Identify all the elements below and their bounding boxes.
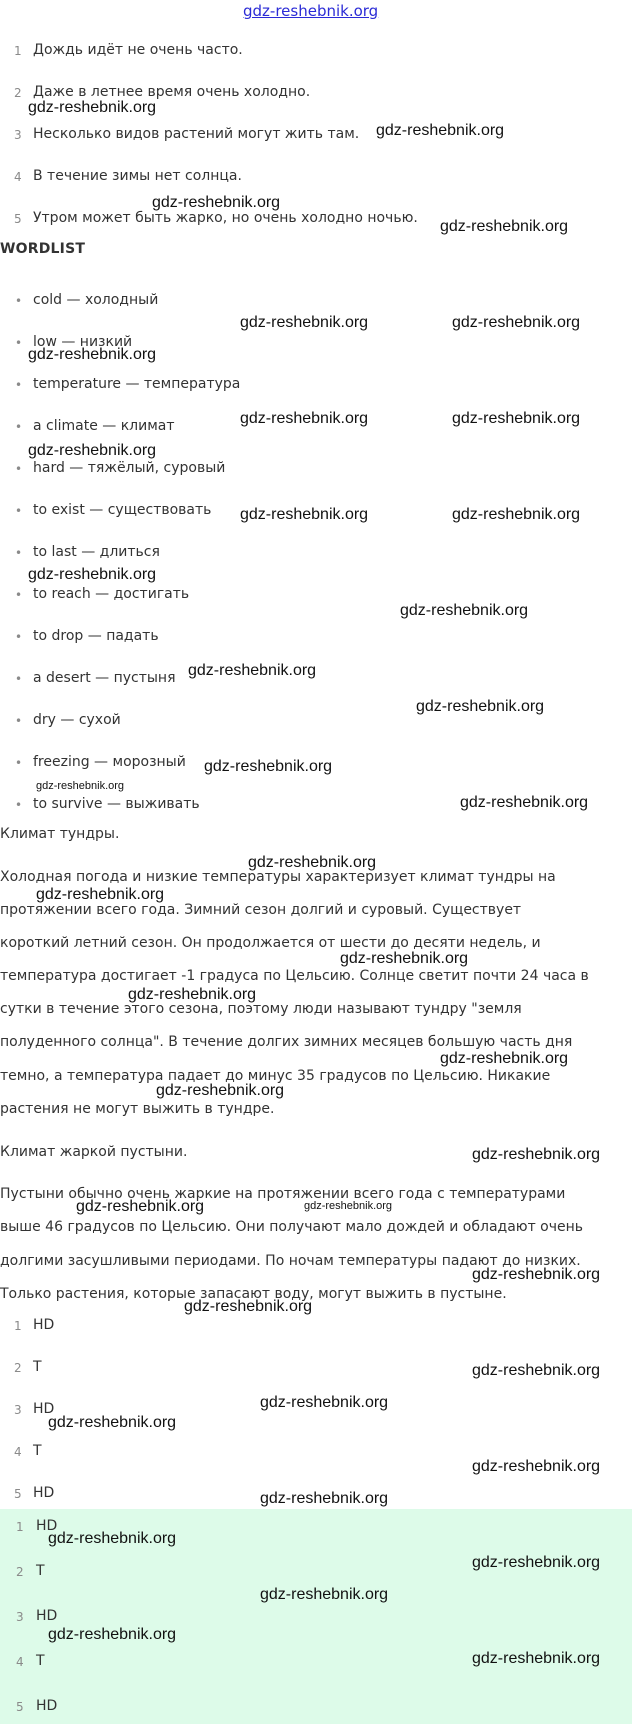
wordlist-item: to reach — достигать — [33, 586, 190, 602]
answer-number: 1 — [14, 44, 22, 58]
bullet: • — [15, 588, 23, 602]
watermark: gdz-reshebnik.org — [416, 698, 545, 715]
bullet: • — [15, 798, 23, 812]
wordlist-item: cold — холодный — [33, 292, 159, 308]
wordlist-item: to drop — падать — [33, 628, 159, 644]
watermark: gdz-reshebnik.org — [260, 1490, 389, 1507]
watermark: gdz-reshebnik.org — [152, 194, 281, 211]
site-link[interactable]: gdz-reshebnik.org — [243, 2, 379, 20]
answer-text: T — [33, 1359, 42, 1375]
watermark: gdz-reshebnik.org — [48, 1414, 177, 1431]
answer-number: 1 — [14, 1319, 22, 1333]
paragraph-line: Только растения, которые запасают воду, могут выжить в пустыне. — [0, 1286, 507, 1302]
bullet: • — [15, 672, 23, 686]
paragraph-line: короткий летний сезон. Он продолжается от шести до десяти недель, и — [0, 935, 541, 951]
watermark: gdz-reshebnik.org — [36, 886, 165, 903]
watermark: gdz-reshebnik.org — [76, 1198, 205, 1215]
watermark: gdz-reshebnik.org — [340, 950, 469, 967]
watermark: gdz-reshebnik.org — [28, 566, 157, 583]
answer-text: T — [36, 1653, 45, 1669]
wordlist-item: a climate — климат — [33, 418, 175, 434]
watermark: gdz-reshebnik.org — [452, 506, 581, 523]
answer-number: 5 — [14, 1487, 22, 1501]
paragraph-line: долгими засушливыми периодами. По ночам температуры падают до низких. — [0, 1253, 581, 1269]
answer-number: 3 — [16, 1610, 24, 1624]
wordlist-item: to exist — существовать — [33, 502, 212, 518]
answer-text: Дождь идёт не очень часто. — [33, 42, 243, 58]
paragraph-line: выше 46 градусов по Цельсию. Они получают мало дождей и обладают очень — [0, 1219, 584, 1235]
watermark: gdz-reshebnik.org — [472, 1362, 601, 1379]
desert-title: Климат жаркой пустыни. — [0, 1144, 188, 1160]
answer-number: 5 — [16, 1700, 24, 1714]
answer-number: 2 — [16, 1565, 24, 1579]
bullet: • — [15, 378, 23, 392]
watermark: gdz-reshebnik.org — [156, 1082, 285, 1099]
tundra-title: Климат тундры. — [0, 826, 120, 842]
answer-number: 4 — [14, 170, 22, 184]
answer-text: T — [36, 1563, 45, 1579]
paragraph-line: Холодная погода и низкие температуры характеризует климат тундры на — [0, 869, 556, 885]
bullet: • — [15, 420, 23, 434]
bullet: • — [15, 630, 23, 644]
paragraph-line: полуденного солнца". В течение долгих зимних месяцев большую часть дня — [0, 1034, 573, 1050]
wordlist-item: to survive — выживать — [33, 796, 200, 812]
answer-number: 4 — [14, 1445, 22, 1459]
watermark: gdz-reshebnik.org — [440, 1050, 569, 1067]
paragraph-line: темно, а температура падает до минус 35 градусов по Цельсию. Никакие — [0, 1068, 551, 1084]
bullet: • — [15, 756, 23, 770]
answer-number: 1 — [16, 1520, 24, 1534]
watermark: gdz-reshebnik.org — [240, 506, 369, 523]
watermark: gdz-reshebnik.org — [48, 1626, 177, 1643]
watermark: gdz-reshebnik.org — [472, 1266, 601, 1283]
answer-text: HD — [36, 1698, 58, 1714]
wordlist-item: low — низкий — [33, 334, 133, 350]
watermark: gdz-reshebnik.org — [260, 1394, 389, 1411]
watermark: gdz-reshebnik.org — [440, 218, 569, 235]
watermark: gdz-reshebnik.org — [28, 99, 157, 116]
watermark: gdz-reshebnik.org — [28, 346, 157, 363]
answer-text: T — [33, 1443, 42, 1459]
watermark: gdz-reshebnik.org — [472, 1458, 601, 1475]
watermark: gdz-reshebnik.org — [28, 442, 157, 459]
wordlist-item: hard — тяжёлый, суровый — [33, 460, 226, 476]
watermark: gdz-reshebnik.org — [240, 314, 369, 331]
answer-text: Даже в летнее время очень холодно. — [33, 84, 311, 100]
answer-text: HD — [33, 1317, 55, 1333]
wordlist-item: dry — сухой — [33, 712, 121, 728]
watermark: gdz-reshebnik.org — [128, 986, 257, 1003]
wordlist-item: freezing — морозный — [33, 754, 186, 770]
paragraph-line: Пустыни обычно очень жаркие на протяжении всего года с температурами — [0, 1186, 566, 1202]
bullet: • — [15, 294, 23, 308]
bullet: • — [15, 336, 23, 350]
watermark: gdz-reshebnik.org — [452, 410, 581, 427]
watermark: gdz-reshebnik.org — [472, 1650, 601, 1667]
paragraph-line: растения не могут выжить в тундре. — [0, 1101, 275, 1117]
watermark: gdz-reshebnik.org — [400, 602, 529, 619]
paragraph-line: температура достигает -1 градуса по Цельсию. Солнце светит почти 24 часа в — [0, 968, 589, 984]
answer-text: В течение зимы нет солнца. — [33, 168, 242, 184]
wordlist-title: WORDLIST — [0, 241, 86, 257]
watermark: gdz-reshebnik.org — [248, 854, 377, 871]
bullet: • — [15, 714, 23, 728]
watermark: gdz-reshebnik.org — [260, 1586, 389, 1603]
wordlist-item: to last — длиться — [33, 544, 160, 560]
answer-number: 3 — [14, 128, 22, 142]
paragraph-line: сутки в течение этого сезона, поэтому люди называют тундру "земля — [0, 1001, 522, 1017]
bullet: • — [15, 546, 23, 560]
watermark: gdz-reshebnik.org — [304, 1200, 393, 1212]
bullet: • — [15, 504, 23, 518]
answer-number: 4 — [16, 1655, 24, 1669]
wordlist-item: temperature — температура — [33, 376, 241, 392]
wordlist-item: a desert — пустыня — [33, 670, 176, 686]
answer-text: HD — [36, 1518, 58, 1534]
bullet: • — [15, 462, 23, 476]
paragraph-line: протяжении всего года. Зимний сезон долгий и суровый. Существует — [0, 902, 522, 918]
answer-number: 2 — [14, 86, 22, 100]
answer-number: 2 — [14, 1361, 22, 1375]
answer-text: HD — [33, 1485, 55, 1501]
answer-text: HD — [33, 1401, 55, 1417]
answer-text: Несколько видов растений могут жить там. — [33, 126, 360, 142]
answer-text: HD — [36, 1608, 58, 1624]
watermark: gdz-reshebnik.org — [184, 1298, 313, 1315]
watermark: gdz-reshebnik.org — [48, 1530, 177, 1547]
watermark: gdz-reshebnik.org — [472, 1554, 601, 1571]
watermark: gdz-reshebnik.org — [452, 314, 581, 331]
watermark: gdz-reshebnik.org — [472, 1146, 601, 1163]
watermark: gdz-reshebnik.org — [240, 410, 369, 427]
watermark: gdz-reshebnik.org — [188, 662, 317, 679]
watermark: gdz-reshebnik.org — [36, 780, 125, 792]
answer-text: Утром может быть жарко, но очень холодно ночью. — [33, 210, 418, 226]
answer-number: 3 — [14, 1403, 22, 1417]
answer-number: 5 — [14, 212, 22, 226]
watermark: gdz-reshebnik.org — [376, 122, 505, 139]
watermark: gdz-reshebnik.org — [460, 794, 589, 811]
watermark: gdz-reshebnik.org — [204, 758, 333, 775]
